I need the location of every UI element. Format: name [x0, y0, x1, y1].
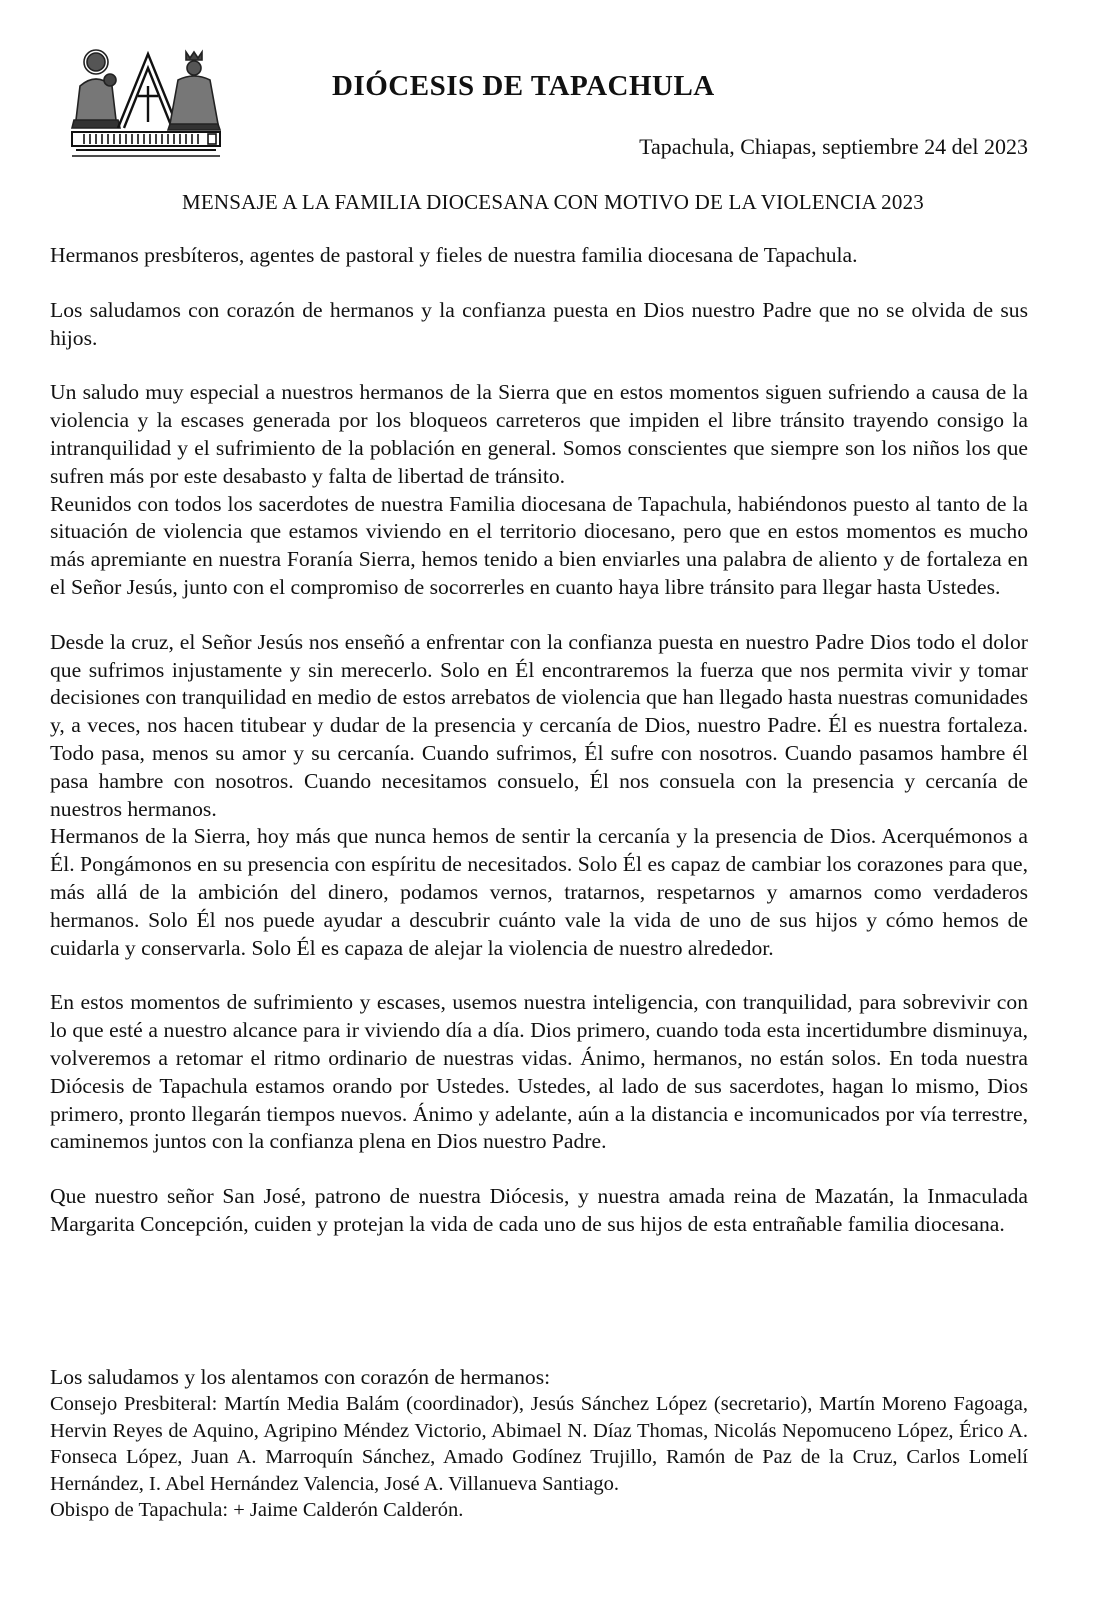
- closing-salutation: Los saludamos y los alentamos con corazón de hermanos:: [50, 1365, 551, 1389]
- body-paragraph-4: Desde la cruz, el Señor Jesús nos enseñó a enfrentar con la confianza puesta en nuestro Padre Dios todo el dolor que sufrimos injustamente y sin merecerlo. Solo en Él encontraremos la fuerza que nos permita vivir y tomar decisiones con tranquilidad en medio de estos arrebatos de violencia que han llegado hasta nuestras comunidades y, a veces, nos hacen titubear y dudar de la presencia y cercanía de Dios, nuestro Padre. Él es nuestra fortaleza. Todo pasa, menos su amor y su cercanía. Cuando sufrimos, Él sufre con nosotros. Cuando pasamos hambre él pasa hambre con nosotros. Cuando necesitamos consuelo, Él nos consuela con la presencia y cercanía de nuestros hermanos.: [50, 629, 1029, 821]
- body-paragraph-6: En estos momentos de sufrimiento y escases, usemos nuestra inteligencia, con tranquilidad, para sobrevivir con lo que esté a nuestro alcance para ir viviendo día a día. Dios primero, cuando toda esta incertidumbre disminuya, volveremos a retomar el ritmo ordinario de nuestras vidas. Ánimo, hermanos, no están solos. En toda nuestra Diócesis de Tapachula estamos orando por Ustedes. Ustedes, al lado de sus sacerdotes, hagan lo mismo, Dios primero, pronto llegarán tiempos nuevos. Ánimo y adelante, aún a la distancia e incomunicados por vía terrestre, caminemos juntos con la confianza plena en Dios nuestro Padre.: [50, 990, 1028, 1154]
- body-paragraph-5: Hermanos de la Sierra, hoy más que nunca hemos de sentir la cercanía y la presencia de Dios. Acerquémonos a Él. Pongámonos en su presencia con espíritu de necesitados. Solo Él es capaz de cambiar los corazones para que, más allá de la ambición del dinero, podamos vernos, tratarnos, respetarnos y amarnos como verdaderos hermanos. Solo Él nos puede ayudar a descubrir cuánto vale la vida de uno de sus hijos y cómo hemos de cuidarla y conservarla. Solo Él es capaza de alejar la violencia de nuestro alrededor.: [50, 824, 1028, 960]
- letter-date: Tapachula, Chiapas, septiembre 24 del 2023: [639, 134, 1028, 159]
- bishop-signature: Obispo de Tapachula: + Jaime Calderón Calderón.: [50, 1499, 464, 1522]
- letter-subject: MENSAJE A LA FAMILIA DIOCESANA CON MOTIVO DE LA VIOLENCIA 2023: [182, 190, 924, 214]
- greeting-paragraph: Hermanos presbíteros, agentes de pastoral y fieles de nuestra familia diocesana de Tapachula.: [50, 243, 858, 267]
- body-paragraph-1: Los saludamos con corazón de hermanos y la confianza puesta en Dios nuestro Padre que no se olvida de sus hijos.: [50, 297, 1028, 350]
- letter-body: [50, 242, 1028, 1239]
- letter-closing: [50, 1364, 1028, 1524]
- body-paragraph-3: Reunidos con todos los sacerdotes de nuestra Familia diocesana de Tapachula, habiéndonos puesto al tanto de la situación de violencia que estamos viviendo en el territorio diocesano, pero que en estos momentos es mucho más apremiante en nuestra Foranía Sierra, hemos tenido a bien enviarles una palabra de aliento y de fortaleza en el Señor Jesús, junto con el compromiso de socorrerles en cuanto haya libre tránsito para llegar hasta Ustedes.: [50, 491, 1028, 599]
- council-signatories: Consejo Presbiteral: Martín Media Balám (coordinador), Jesús Sánchez López (secretario), Martín Moreno Fagoaga, Hervin Reyes de Aquino, Agripino Méndez Victorio, Abimael N. Díaz Thomas, Nicolás Nepomuceno López, Érico A. Fonseca López, Juan A. Marroquín Sánchez, Amado Godínez Trujillo, Ramón de Paz de la Cruz, Carlos Lomelí Hernández, I. Abel Hernández Valencia, José A. Villanueva Santiago.: [50, 1393, 1028, 1495]
- diocese-seal-icon: [66, 46, 226, 164]
- body-paragraph-2: Un saludo muy especial a nuestros hermanos de la Sierra que en estos momentos siguen sufriendo a causa de la violencia y la escases generada por los bloqueos carreteros que impiden el libre tránsito trayendo consigo la intranquilidad y el sufrimiento de la población en general. Somos conscientes que siempre son los niños los que sufren más por este desabasto y falta de libertad de tránsito.: [50, 380, 1028, 488]
- body-paragraph-7: Que nuestro señor San José, patrono de nuestra Diócesis, y nuestra amada reina de Mazatán, la Inmaculada Margarita Concepción, cuiden y protejan la vida de cada uno de sus hijos de esta entrañable familia diocesana.: [50, 1184, 1028, 1236]
- page-title: DIÓCESIS DE TAPACHULA: [332, 70, 715, 102]
